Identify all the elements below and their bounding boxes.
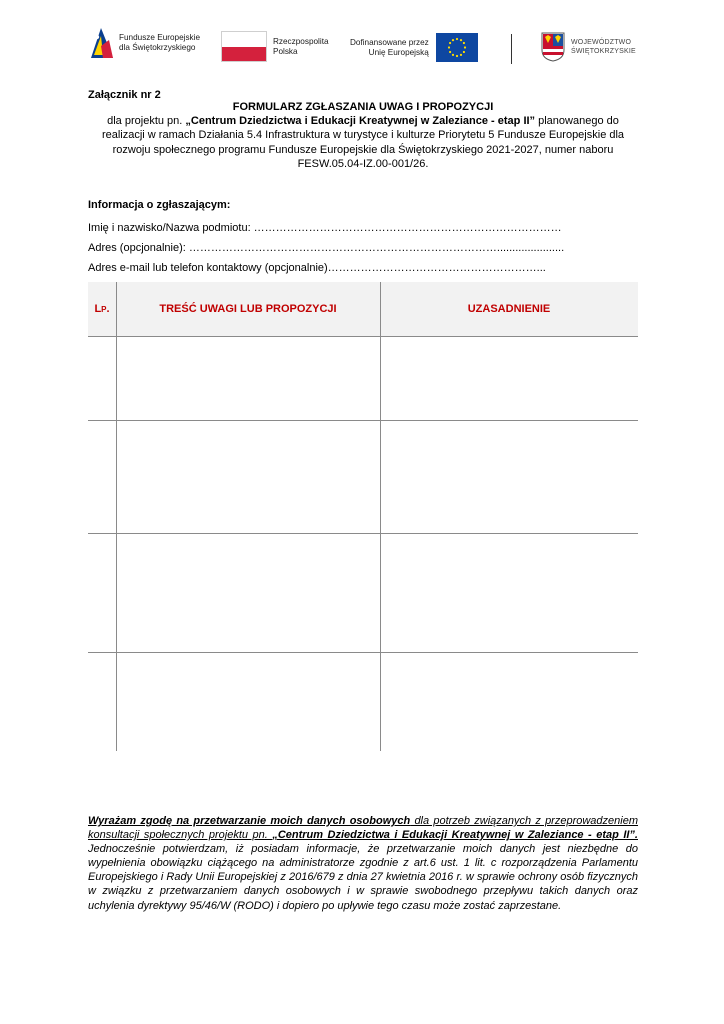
column-justification-header: UZASADNIENIE bbox=[467, 303, 551, 315]
comments-table bbox=[88, 282, 638, 751]
column-lp-header: Lp. bbox=[94, 303, 110, 315]
intro-prefix: dla projektu pn. bbox=[107, 115, 186, 127]
poland-flag-icon bbox=[221, 31, 267, 62]
contact-field[interactable]: Adres e-mail lub telefon kontaktowy (opcjonalnie)…………………………………………………... bbox=[88, 262, 546, 274]
address-field[interactable]: Adres (opcjonalnie): …………………………………………………………………………...................... bbox=[88, 242, 565, 254]
table-row[interactable] bbox=[88, 421, 638, 533]
eu-line2: Unię Europejską bbox=[368, 47, 429, 57]
rp-line2: Polska bbox=[273, 46, 298, 56]
sw-line2: ŚWIĘTOKRZYSKIE bbox=[571, 48, 636, 55]
submitter-info-heading: Informacja o zgłaszającym: bbox=[88, 199, 231, 211]
consent-project-name: „Centrum Dziedzictwa i Edukacji Kreatywnej w Zaleziance - etap II”. bbox=[272, 829, 638, 842]
rp-line1: Rzeczpospolita bbox=[273, 36, 329, 46]
table-header bbox=[88, 282, 638, 337]
consent-lead: Wyrażam zgodę na przetwarzanie moich danych osobowych bbox=[88, 815, 411, 827]
column-divider bbox=[116, 282, 117, 751]
table-row[interactable] bbox=[88, 534, 638, 652]
eu-flag-icon bbox=[436, 33, 478, 62]
sw-line1: WOJEWÓDZTWO bbox=[571, 39, 632, 46]
consent-rodo: Jednocześnie potwierdzam, iż posiadam informacje, że przetwarzanie moich danych jest niezbędne do wypełnienia obowiązku ciążącego na administratorze zgodnie z art.6 ust. 1 lit. c rozporządzenia Parlamentu Europejskiego i Rady Unii Europejskiej z 2016/679 z dnia 27 kwietnia 2016 r. w sprawie ochrony osób fizycznych w związku z przetwarzaniem danych osobowych i w sprawie swobodnego przepływu takich danych oraz uchylenia dyrektywy 95/46/W (RODO) i dopiero po upływie tego czasu może zostać zaprzestane. bbox=[88, 843, 638, 912]
column-content-header: TREŚĆ UWAGI LUB PROPOZYCJI bbox=[159, 303, 337, 315]
eu-logo bbox=[350, 33, 478, 62]
table-row[interactable] bbox=[88, 337, 638, 420]
fe-line2: dla Świętokrzyskiego bbox=[119, 43, 196, 52]
fe-star-icon bbox=[91, 28, 113, 58]
intro-suffix: planowanego do realizacji w ramach Działania 5.4 Infrastruktura w turystyce i kulturze Priorytetu 5 Fundusze Europejskie dla rozwoju społecznego programu Fundusze Europejskie dla Świętokrzyskiego 2021-2027, numer naboru FESW.05.04-IZ.00-001/26. bbox=[101, 115, 625, 170]
wojewodztwo-logo bbox=[541, 32, 636, 62]
logo-divider bbox=[511, 34, 512, 64]
column-divider bbox=[380, 282, 381, 751]
eu-line1: Dofinansowane przez bbox=[350, 37, 429, 47]
fundusze-europejskie-logo bbox=[91, 28, 200, 58]
name-field[interactable]: Imię i nazwisko/Nazwa podmiotu: ………………………………………………………………………… bbox=[88, 222, 562, 234]
table-row[interactable] bbox=[88, 653, 638, 751]
form-title: FORMULARZ ZGŁASZANIA UWAG I PROPOZYCJI bbox=[232, 101, 494, 113]
project-name: „Centrum Dziedzictwa i Edukacji Kreatywnej w Zaleziance - etap II” bbox=[185, 115, 536, 127]
consent-purpose: dla potrzeb związanych z przeprowadzeniem konsultacji społecznych projektu pn. bbox=[88, 815, 639, 842]
consent-statement bbox=[88, 814, 638, 913]
fe-line1: Fundusze Europejskie bbox=[119, 33, 201, 42]
form-intro bbox=[88, 114, 638, 171]
logo-bar bbox=[0, 0, 724, 80]
rzeczpospolita-logo bbox=[221, 31, 329, 62]
coat-of-arms-icon bbox=[541, 32, 565, 62]
annex-label: Załącznik nr 2 bbox=[88, 89, 161, 101]
